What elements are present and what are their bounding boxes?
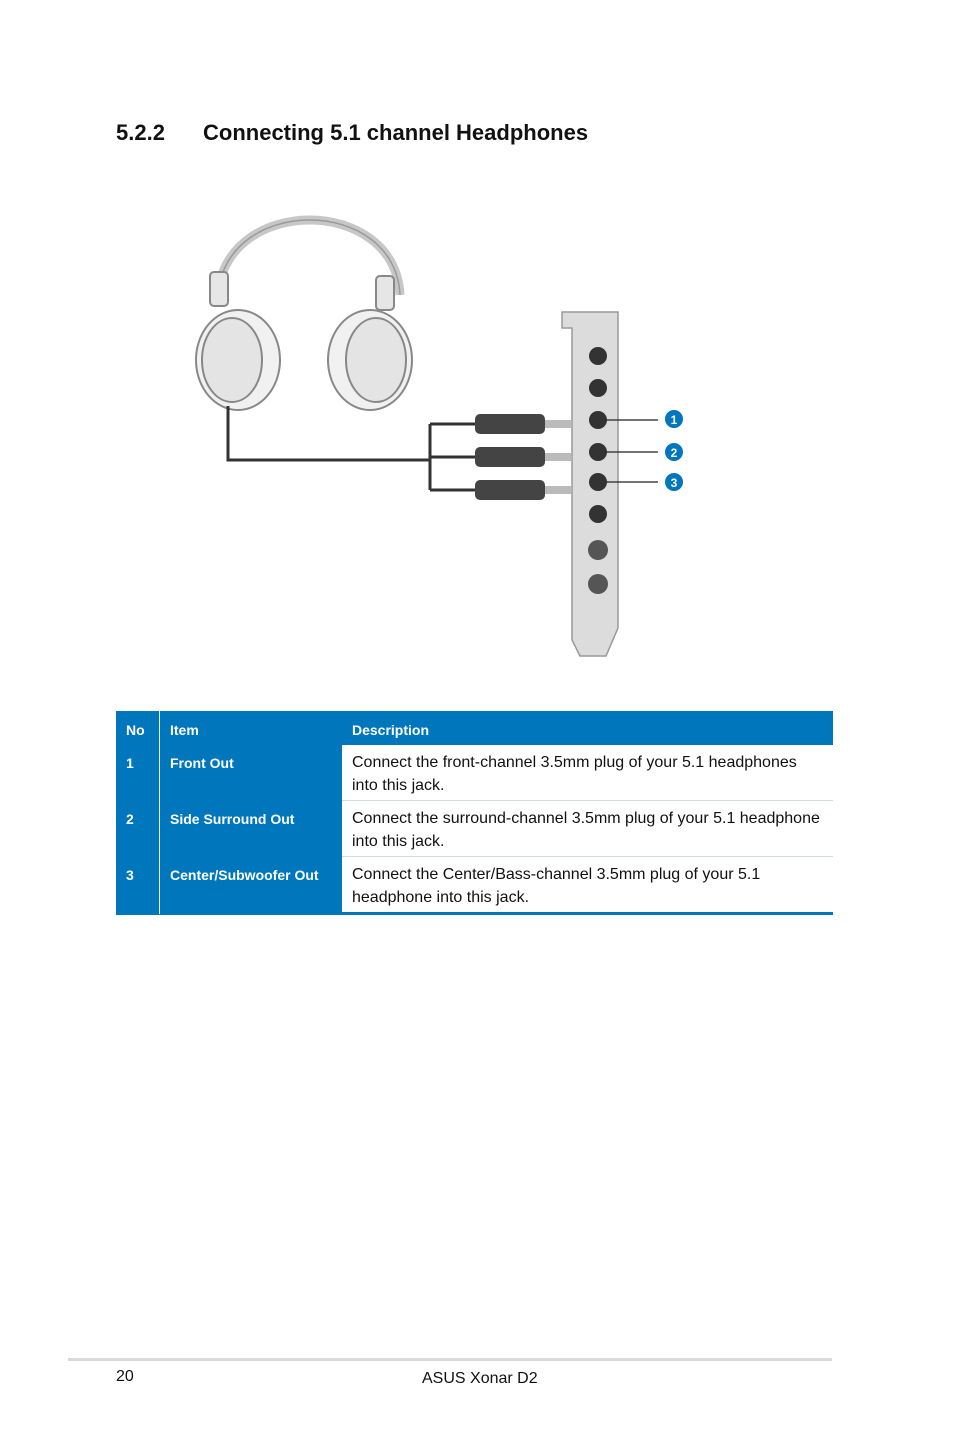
- row-no: 3: [116, 857, 160, 914]
- row-item: Front Out: [170, 755, 234, 771]
- row-description: Connect the surround-channel 3.5mm plug of your 5.1 headphone into this jack.: [342, 801, 833, 857]
- row-item: Side Surround Out: [170, 810, 295, 827]
- header-item: Item: [170, 722, 199, 738]
- row-description: Connect the Center/Bass-channel 3.5mm plug of your 5.1 headphone into this jack.: [342, 857, 833, 914]
- row-description: Connect the front-channel 3.5mm plug of your 5.1 headphones into this jack.: [342, 745, 833, 801]
- table-row: [116, 745, 833, 801]
- callout-1-label: 1: [670, 413, 678, 427]
- audio-plugs-illustration: [475, 414, 571, 500]
- table-header-row: [116, 711, 833, 745]
- headphones-connection-figure: [180, 200, 700, 670]
- callout-2: [665, 443, 683, 461]
- footer-divider: [68, 1358, 832, 1361]
- section-heading: [116, 120, 588, 146]
- callout-3: [665, 473, 683, 491]
- page-number: 20: [116, 1368, 134, 1385]
- table-row: [116, 857, 833, 914]
- section-title: Connecting 5.1 channel Headphones: [203, 120, 589, 145]
- callout-2-label: 2: [670, 446, 678, 460]
- jack-description-table: [116, 711, 833, 915]
- callout-3-label: 3: [670, 476, 678, 490]
- footer-title: ASUS Xonar D2: [422, 1370, 538, 1387]
- row-no: 2: [116, 801, 160, 857]
- section-number: 5.2.2: [116, 120, 165, 145]
- callout-1: [665, 410, 683, 428]
- row-item: Center/Subwoofer Out: [170, 866, 319, 883]
- table-row: [116, 801, 833, 857]
- headphones-illustration: [196, 220, 412, 410]
- cable-illustration: [228, 406, 480, 490]
- header-description: Description: [352, 722, 430, 738]
- sound-card-bracket: [562, 312, 618, 656]
- row-no: 1: [116, 745, 160, 801]
- header-no: No: [116, 711, 160, 745]
